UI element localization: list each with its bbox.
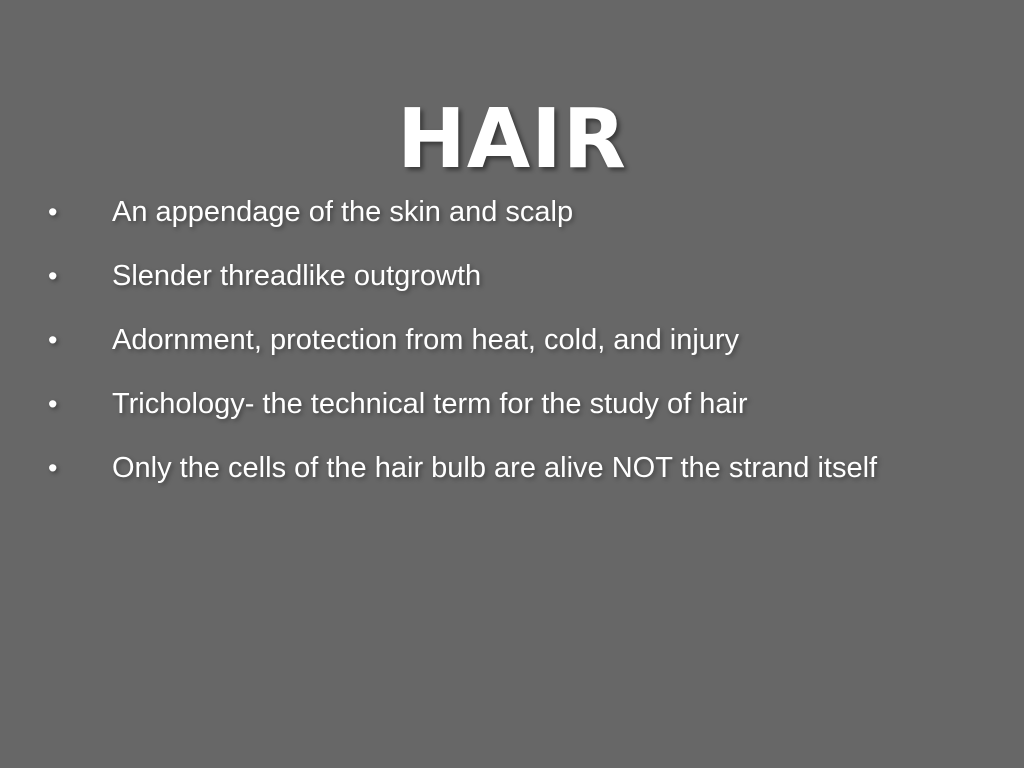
bullet-point-icon: •: [48, 389, 58, 419]
bullet-point-icon: •: [48, 453, 58, 483]
page-title: HAIR: [397, 91, 627, 187]
list-item: [40, 446, 1000, 492]
bullet-list: [40, 190, 1000, 510]
list-item: [40, 318, 1000, 364]
list-item-text: An appendage of the skin and scalp: [112, 196, 574, 228]
list-item: [40, 382, 1000, 428]
bullet-point-icon: •: [48, 325, 58, 355]
list-item-text: Adornment, protection from heat, cold, and injury: [112, 324, 740, 356]
list-item: [40, 254, 1000, 300]
bullet-point-icon: •: [48, 197, 58, 227]
list-item-text: Trichology- the technical term for the study of hair: [112, 388, 748, 420]
list-item: [40, 190, 1000, 236]
list-item-text: Slender threadlike outgrowth: [112, 260, 482, 292]
bullet-point-icon: •: [48, 261, 58, 291]
list-item-text: Only the cells of the hair bulb are alive NOT the strand itself: [112, 452, 878, 484]
